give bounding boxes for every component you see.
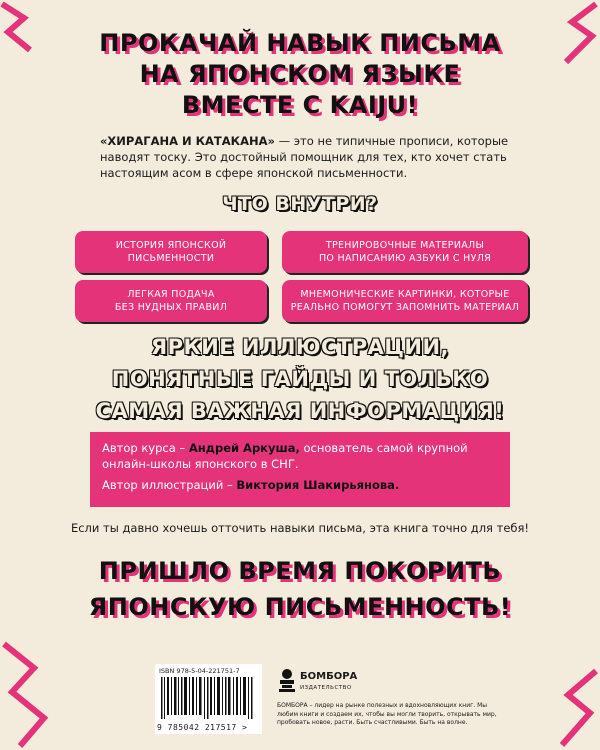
feature-line: РЕАЛЬНО ПОМОГУТ ЗАПОМНИТЬ МАТЕРИАЛ xyxy=(290,302,520,313)
publisher-subtitle: ИЗДАТЕЛЬСТВО xyxy=(300,685,352,691)
intro-book-title: «ХИРАГАНА И КАТАКАНА» xyxy=(100,134,275,148)
feature-line: ТРЕНИРОВОЧНЫЕ МАТЕРИАЛЫ xyxy=(325,240,485,251)
inside-title: ЧТО ВНУТРИ? xyxy=(222,193,378,215)
course-author-name: Андрей Аркуша, xyxy=(188,441,300,455)
illustrator-prefix: Автор иллюстраций – xyxy=(102,478,237,492)
feature-line: МНЕМОНИЧЕСКИЕ КАРТИНКИ, КОТОРЫЕ xyxy=(300,289,510,300)
lightning-bolt-icon xyxy=(0,640,58,750)
feature-card xyxy=(75,280,267,322)
barcode-icon xyxy=(161,677,256,719)
barcode-block xyxy=(155,664,262,734)
publisher-logo-icon xyxy=(277,667,297,693)
headline-line-2: НА ЯПОНСКОМ ЯЗЫКЕ xyxy=(139,60,461,88)
feature-card xyxy=(75,231,267,273)
intro-paragraph xyxy=(100,133,510,181)
highlights-line-1: ЯРКИЕ ИЛЛЮСТРАЦИИ, xyxy=(150,335,450,359)
feature-card xyxy=(282,231,528,273)
lightning-bolt-icon xyxy=(540,665,600,750)
feature-line: ПО НАПИСАНИЮ АЗБУКИ С НУЛЯ xyxy=(318,253,492,264)
feature-line: ПИСЬМЕННОСТИ xyxy=(127,253,215,264)
course-author-prefix: Автор курса – xyxy=(102,441,189,455)
closing-line-2: ЯПОНСКУЮ ПИСЬМЕННОСТЬ! xyxy=(88,593,512,621)
feature-card xyxy=(282,280,528,322)
headline-line-3: ВМЕСТЕ С KAIJU! xyxy=(181,91,419,119)
intro-text: — это не типичные прописи, которые наводят тоску. Это достойный помощник для тех, кто хочет стать настоящим асом в сфере японской письменности. xyxy=(100,134,509,180)
illustrator-name: Виктория Шакирьянова. xyxy=(236,478,400,492)
illustrator xyxy=(102,478,498,494)
tagline: Если ты давно хочешь отточить навыки письма, эта книга точно для тебя! xyxy=(70,521,530,535)
closing-line-1: ПРИШЛО ВРЕМЯ ПОКОРИТЬ xyxy=(98,557,502,585)
barcode-digits: 9 785042 217517 > xyxy=(157,723,248,732)
publisher-name: БОМБОРА xyxy=(300,671,358,682)
highlights-line-2: ПОНЯТНЫЕ ГАЙДЫ И ТОЛЬКО xyxy=(111,367,489,391)
publisher-description: БОМБОРА – лидер на рынке полезных и вдохновляющих книг. Мы любим книги и создаем их, чтобы вы могли творить, открывать мир, пробовать новое, расти. Быть счастливыми. Быть на волне. xyxy=(277,702,497,726)
headline-line-1: ПРОКАЧАЙ НАВЫК ПИСЬМА xyxy=(99,29,501,57)
highlights-line-3: САМАЯ ВАЖНАЯ ИНФОРМАЦИЯ! xyxy=(95,399,505,423)
isbn-number: ISBN 978-5-04-221751-7 xyxy=(159,667,240,675)
course-author-suffix: основатель самой крупной онлайн-школы японского в СНГ. xyxy=(102,441,468,471)
authors-box xyxy=(90,432,510,507)
feature-line: ЛЕГКАЯ ПОДАЧА xyxy=(127,289,215,300)
feature-line: БЕЗ НУДНЫХ ПРАВИЛ xyxy=(114,302,228,313)
course-author xyxy=(102,441,498,472)
feature-line: ИСТОРИЯ ЯПОНСКОЙ xyxy=(115,240,227,251)
